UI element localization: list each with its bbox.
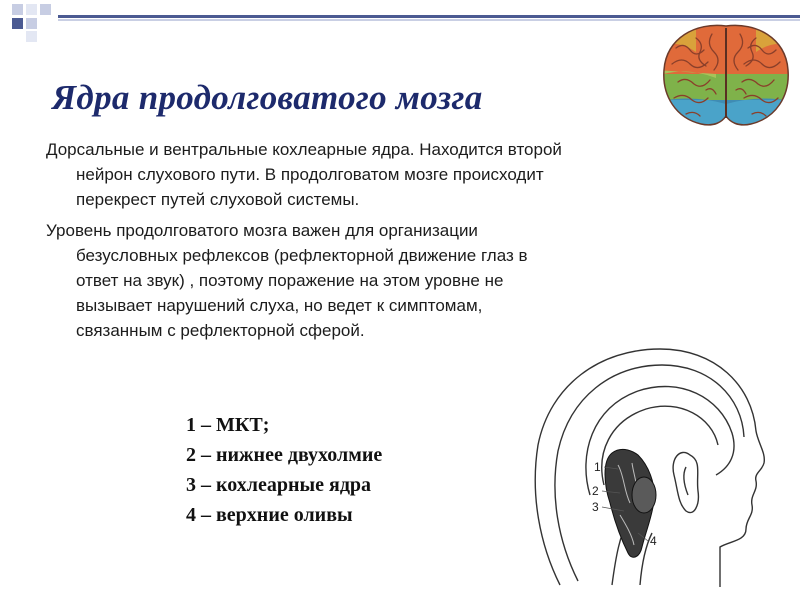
paragraph-medulla-level: Уровень продолговатого мозга важен для организации безусловных рефлексов (рефлекторной движение глаз в ответ на звук) , поэтому поражение на этом уровне не вызывает нарушений слуха, но ведет к симптомам, связанным с рефлекторной сферой. [46,221,528,340]
figure-label-1: 1 [594,460,601,474]
legend-item-2: 2 – нижнее двухолмие [186,444,383,466]
paragraph-cochlear-nuclei: Дорсальные и вентральные кохлеарные ядра. Находится второй нейрон слухового пути. В продолговатом мозге происходит перекрест путей слуховой системы. [46,140,562,209]
figure-label-3: 3 [592,500,599,514]
legend-item-4: 4 – верхние оливы [186,504,353,526]
legend-item-3: 3 – кохлеарные ядра [186,474,372,496]
figure-legend [186,410,382,530]
figure-label-2: 2 [592,484,599,498]
legend-item-1: 1 – МКТ; [186,414,270,436]
figure-label-4: 4 [650,534,657,548]
head-section-illustration-icon [520,335,780,590]
body-text [46,137,571,349]
corner-squares-decoration [0,0,90,46]
slide-title: Ядра продолговатого мозга [52,78,483,117]
brain-illustration-icon [656,18,796,130]
